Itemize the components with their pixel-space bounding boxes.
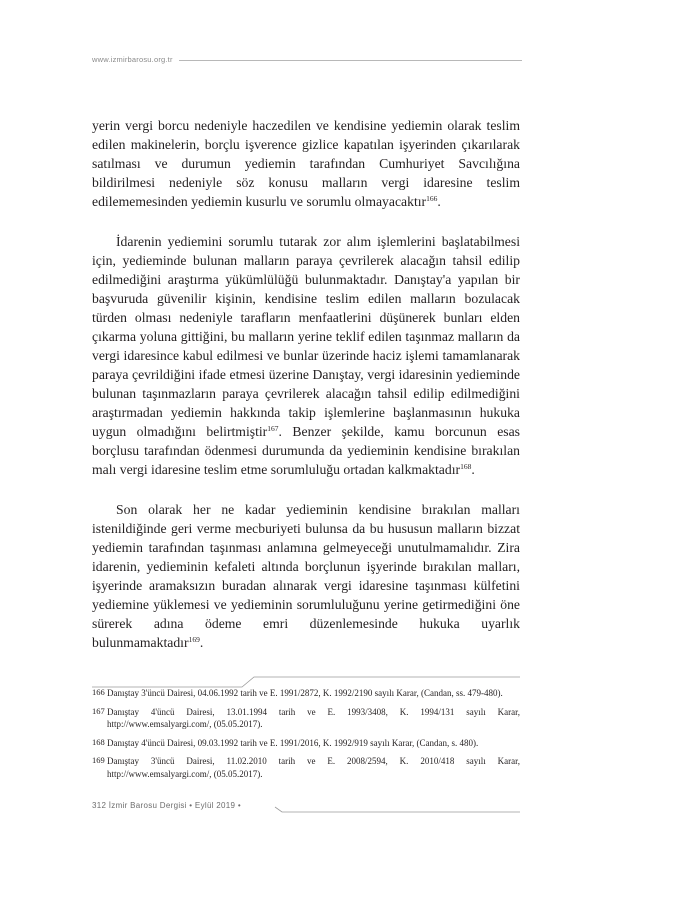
header-rule bbox=[179, 60, 522, 61]
footnote-ref-166: 166 bbox=[426, 194, 438, 203]
footnote-text: Danıştay 4'üncü Dairesi, 09.03.1992 tarih ve E. 1991/2016, K. 1992/919 sayılı Karar, (Candan, s. 480). bbox=[107, 737, 479, 748]
page-header bbox=[92, 54, 522, 68]
footnote-number: 168 bbox=[92, 736, 105, 747]
paragraph-3 bbox=[92, 500, 520, 652]
footnote-169 bbox=[92, 755, 520, 780]
footnotes bbox=[92, 687, 520, 786]
paragraph-2-text-b: . Benzer şekilde, kamu borcunun esas borçlusu tarafından ödenmesi durumunda da yedieminin kendisine bırakılan malı vergi idaresine teslim etme sorumluluğu ortadan kalkmaktadır bbox=[92, 424, 521, 477]
paragraph-1-text: yerin vergi borcu nedeniyle haczedilen ve kendisine yediemin olarak teslim edilen makinelerin, borçlu işverence gizlice kapatılan işyerinden çıkarılarak satılması ve durumun yediemin tarafından Cumhuriyet Savcılığına bildirilmesi nedeniyle söz konusu malların vergi idaresine teslim edilememesinden yediemin kusurlu ve sorumlu olmayacaktır bbox=[92, 118, 520, 209]
footnote-text: Danıştay 3'üncü Dairesi, 04.06.1992 tarih ve E. 1991/2872, K. 1992/2190 sayılı Karar, (Candan, ss. 479-480). bbox=[107, 688, 503, 698]
paragraph-3-end: . bbox=[199, 635, 204, 650]
paragraph-3-text: Son olarak her ne kadar yedieminin kendisine bırakılan malları istenildiğinde geri verme mecburiyeti bulunsa da bu hususun malların bizzat yediemin tarafından taşınması anlamına gelmeyeceği unutulmamalıdır. Zira idarenin, yedieminin kefaleti altında borçlunun işyerinde bırakılan malları, işyerinde aramaksızın buradan alınarak vergi idaresine taşınması külfetini yediemine yüklemesi ve yedieminin sorumluluğunu yerine getirmediğini öne sürerek adına ödeme emri düzenlemesinde hukuka uyarlık bulunmamaktadır bbox=[92, 502, 520, 650]
header-url: www.izmirbarosu.org.tr bbox=[92, 55, 173, 64]
paragraph-1-end: . bbox=[437, 194, 441, 209]
footnote-ref-167: 167 bbox=[267, 424, 279, 433]
footnote-ref-168: 168 bbox=[460, 462, 472, 471]
footnote-number: 169 bbox=[92, 755, 105, 765]
footnote-number: 167 bbox=[92, 705, 105, 716]
footnote-168 bbox=[92, 737, 520, 750]
paragraph-2-end: . bbox=[471, 462, 475, 477]
paragraph-2-text-a: İdarenin yediemini sorumlu tutarak zor alım işlemlerini başlatabilmesi için, yedieminde bulunan malların paraya çevrilerek alacağın tahsil edilip edilmediğini araştırma yükümlülüğü bulunmaktadır. Danıştay'a yapılan bir başvuruda güvenilir kişinin, kendisine teslim edilen malların bozulacak türden olması nedeniyle tarafların menfaatlerini düşünerek bunları elden çıkarma yoluna gittiğini, bu malların yerine teklif edilen taşınmaz malların da vergi idaresince kabul edilmesi ve bunlar üzerinde haciz işlemi tamamlanarak paraya çevrildiğini ifade etmesi üzerine Danıştay, vergi idaresinin yedieminde bulunan taşınmazların paraya çevrilerek alacağın tahsil edilip edilmediğini araştırmadan yediemin hakkında takip işlemlerine başlanmasının hukuka uygun olmadığını belirtmiştir bbox=[92, 234, 520, 439]
footnote-text: Danıştay 3'üncü Dairesi, 11.02.2010 tarih ve E. 2008/2594, K. 2010/418 sayılı Karar, http://www.emsalyargi.com/, (05.05.2017). bbox=[107, 756, 520, 779]
page-footer bbox=[92, 800, 520, 814]
body-text bbox=[92, 116, 520, 673]
footer-rule bbox=[92, 800, 520, 814]
footnote-166 bbox=[92, 687, 520, 700]
footnote-167 bbox=[92, 706, 520, 731]
footer-text: 312 İzmir Barosu Dergisi • Eylül 2019 • bbox=[92, 801, 241, 810]
paragraph-2 bbox=[92, 232, 520, 479]
footnote-text: Danıştay 4'üncü Dairesi, 13.01.1994 tarih ve E. 1993/3408, K. 1994/131 sayılı Karar, http://www.emsalyargi.com/, (05.05.2017). bbox=[107, 706, 520, 729]
footnote-number: 166 bbox=[92, 687, 105, 697]
paragraph-1 bbox=[92, 116, 520, 211]
footnote-ref-169: 169 bbox=[188, 635, 200, 644]
